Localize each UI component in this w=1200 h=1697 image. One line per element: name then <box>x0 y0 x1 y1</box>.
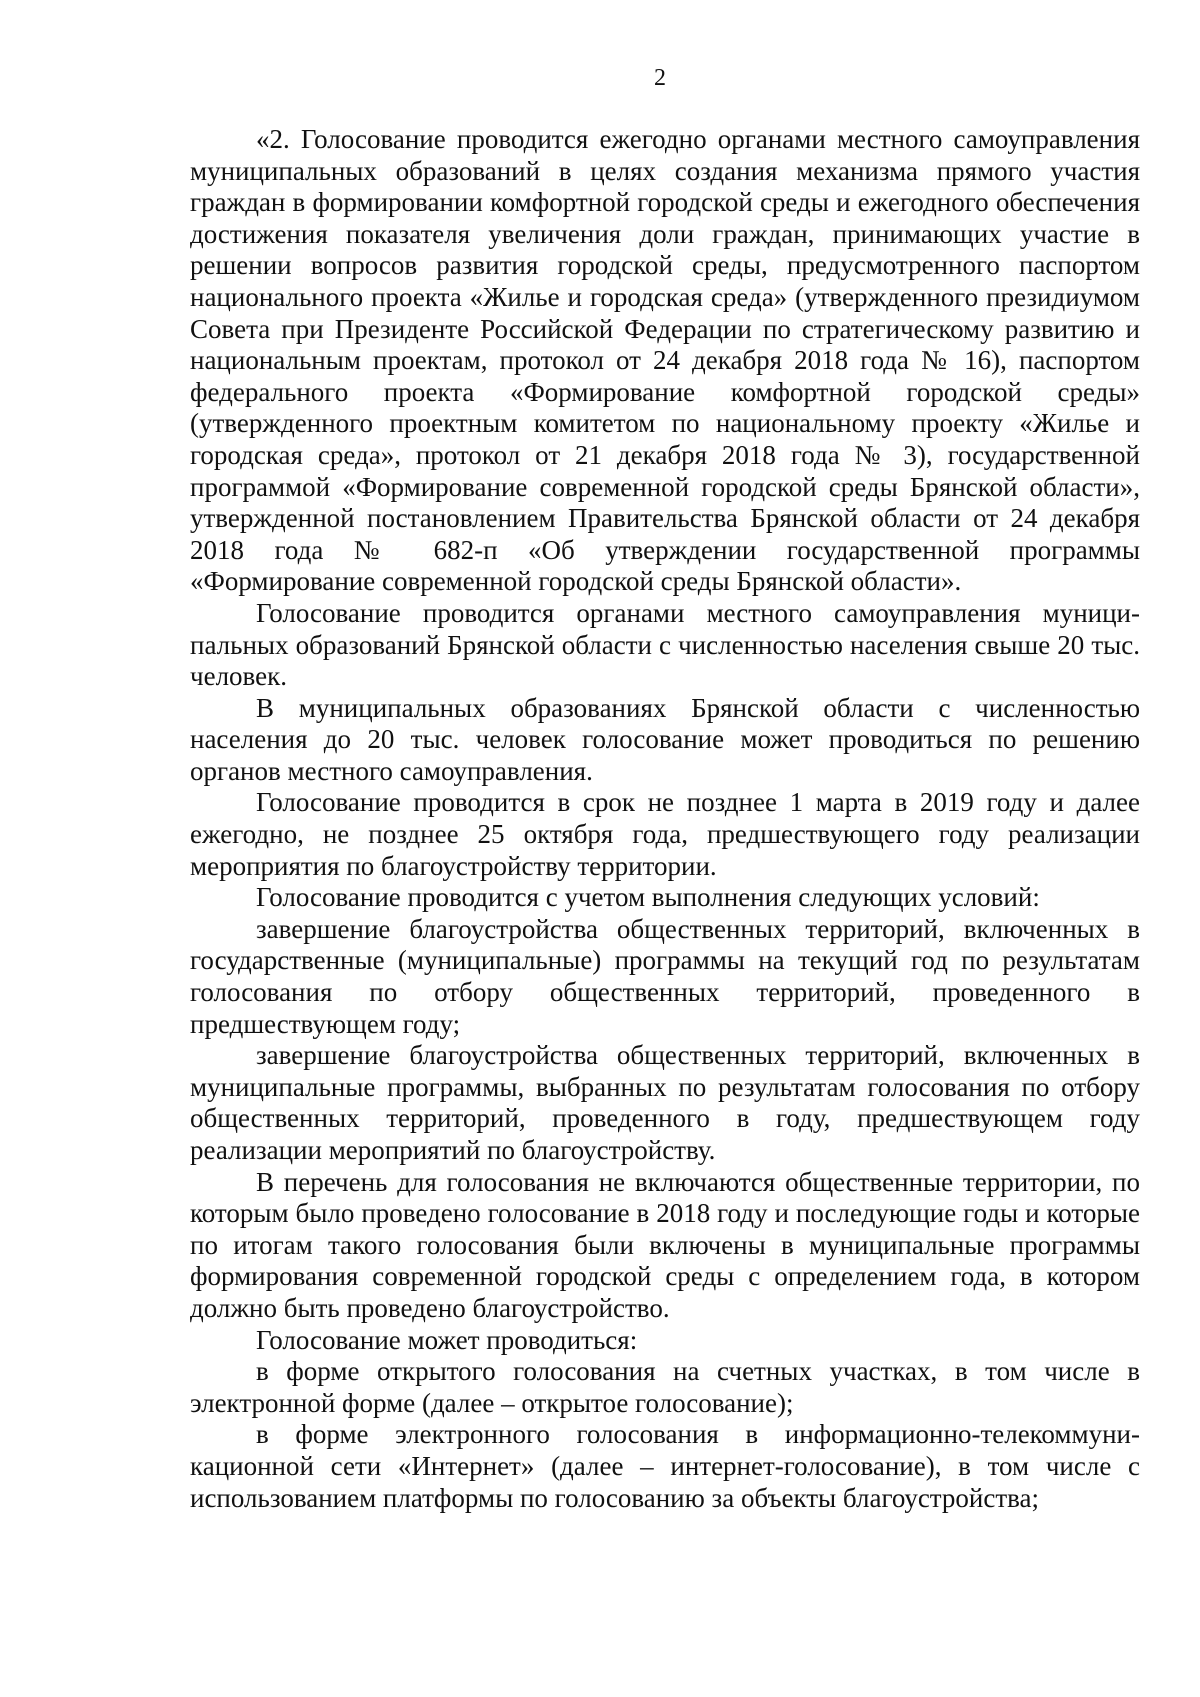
paragraph-population-over-20k: Голосование проводится органами местного самоуправления муниципальных образований Брянской области с численностью населения свыше 20 тыс. человек. <box>190 597 1140 692</box>
paragraph-voting-forms: Голосование может проводиться: <box>256 1324 638 1355</box>
document-body <box>190 124 1140 1514</box>
paragraph-condition-state-programs: завершение благоустройства общественных территорий, включенных в государственные (муниципальные) программы на текущий год по результатам голосования по отбору общественных территорий, проведенного в предшествующем году; <box>190 913 1140 1039</box>
paragraph-population-under-20k: В муниципальных образованиях Брянской области с численностью населения до 20 тыс. человек голосование может проводиться по решению органов местного самоуправления. <box>190 692 1140 786</box>
paragraph-voting-purpose: «2. Голосование проводится ежегодно органами местного самоуправления муниципальных образований в целях создания механизма прямого участия граждан в формировании комфортной городской среды и ежегодного обеспечения достижения показателя увеличения доли граждан, принимающих участие в решении вопросов развития городской среды, предусмотренного паспортом национального проекта «Жилье и городская среда» (утвержденного президиумом Совета при Президенте Российской Федерации по стратегическому развитию и национальным проектам, протокол от 24 декабря 2018 года № 16), паспортом федерального проекта «Формирование комфортной городской среды» (утвержденного проектным комитетом по национальному проекту «Жилье и городская среда», протокол от 21 декабря 2018 года № 3), государственной программой «Формирование современной городской среды Брянской области», утвержденной постановлением Правительства Брянской области от 24 декабря 2018 года № 682-п «Об утверждении государственной программы «Формирование современной городской среды Брянской области». <box>190 124 1140 597</box>
paragraph-internet-voting: в форме электронного голосования в информационно-телекоммуникационной сети «Интернет» (далее – интернет-голосование), в том числе с использованием платформы по голосованию за объекты благоустройства; <box>190 1419 1140 1513</box>
paragraph-voting-deadline: Голосование проводится в срок не позднее 1 марта в 2019 году и далее ежегодно, не позднее 25 октября года, предшествующего году реализации мероприятия по благоустройству территории. <box>190 787 1140 881</box>
paragraph-voting-conditions: Голосование проводится с учетом выполнения следующих условий: <box>256 882 1040 913</box>
paragraph-condition-municipal-programs: завершение благоустройства общественных территорий, включенных в муниципальные программы, выбранных по результатам голосования по отбору общественных территорий, проведенного в году, предшествующем году реализации мероприятий по благоустройству. <box>190 1040 1140 1165</box>
paragraph-open-voting: в форме открытого голосования на счетных участках, в том числе в электронной форме (далее – открытое голосование); <box>190 1356 1140 1418</box>
page-number: 2 <box>654 65 666 91</box>
paragraph-exclusions: В перечень для голосования не включаются общественные территории, по которым было проведено голосование в 2018 году и последующие годы и которые по итогам такого голосования были включены в муниципальные программы формирования современной городской среды с определением года, в котором должно быть проведено благоустройство. <box>190 1166 1140 1323</box>
